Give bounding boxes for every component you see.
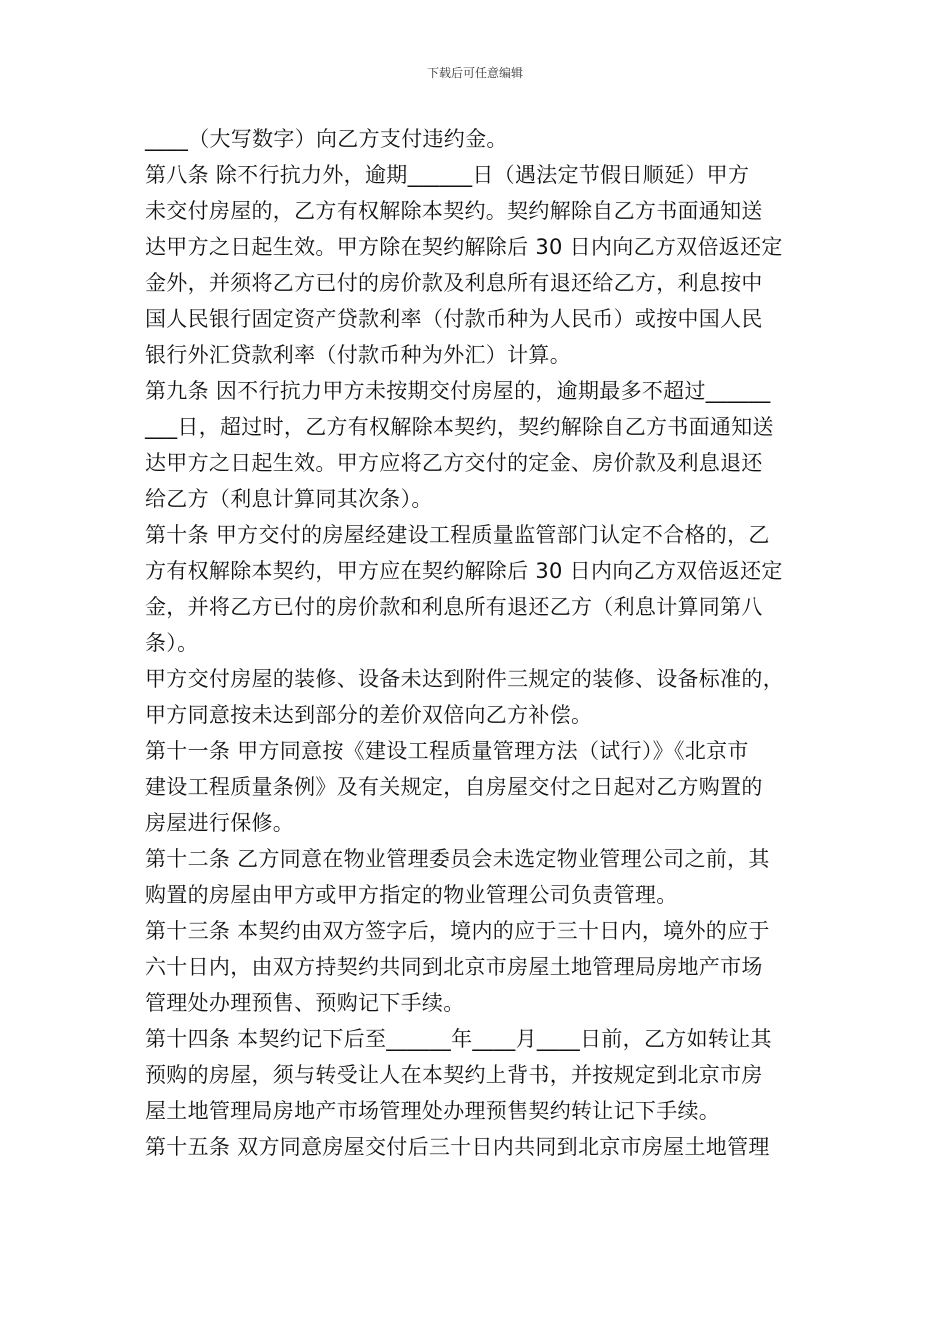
text-line: 甲方同意按未达到部分的差价双倍向乙方补偿。 (145, 703, 593, 727)
text-line: 国人民银行固定资产贷款利率（付款币种为人民币）或按中国人民 (145, 307, 763, 331)
text-line: 第十一条 甲方同意按《建设工程质量管理方法（试行）》《北京市 (145, 739, 749, 763)
text-line: 六十日内，由双方持契约共同到北京市房屋土地管理局房地产市场 (145, 955, 763, 979)
text-line: 条）。 (145, 631, 199, 655)
text-line: ____（大写数字）向乙方支付违约金。 (145, 127, 508, 151)
text-line: 给乙方（利息计算同其次条）。 (145, 487, 433, 511)
text-line: 银行外汇贷款利率（付款币种为外汇）计算。 (145, 343, 571, 367)
text-line: 购置的房屋由甲方或甲方指定的物业管理公司负责管理。 (145, 883, 678, 907)
header-note: 下载后可任意编辑 (426, 66, 523, 80)
text-line: 第九条 因不行抗力甲方未按期交付房屋的，逾期最多不超过______ (145, 379, 771, 403)
text-line: 第十五条 双方同意房屋交付后三十日内共同到北京市房屋土地管理 (145, 1135, 770, 1159)
text-line: 达甲方之日起生效。甲方除在契约解除后 30 日内向乙方双倍返还定 (145, 235, 783, 259)
text-line: 房屋进行保修。 (145, 811, 295, 835)
text-line: ___日，超过时，乙方有权解除本契约，契约解除自乙方书面通知送 (145, 415, 774, 439)
text-line: 屋土地管理局房地产市场管理处办理预售契约转让记下手续。 (145, 1099, 721, 1123)
text-line: 第十条 甲方交付的房屋经建设工程质量监管部门认定不合格的，乙 (145, 523, 770, 547)
text-line: 第十三条 本契约由双方签字后，境内的应于三十日内，境外的应于 (145, 919, 770, 943)
text-line: 金，并将乙方已付的房价款和利息所有退还乙方（利息计算同第八 (145, 595, 763, 619)
text-line: 达甲方之日起生效。甲方应将乙方交付的定金、房价款及利息退还 (145, 451, 763, 475)
document-body (145, 121, 810, 1165)
text-line: 甲方交付房屋的装修、设备未达到附件三规定的装修、设备标准的， (145, 667, 784, 691)
text-line: 预购的房屋，须与转受让人在本契约上背书，并按规定到北京市房 (145, 1063, 763, 1087)
text-line: 金外，并须将乙方已付的房价款及利息所有退还给乙方，利息按中 (145, 271, 763, 295)
text-line: 未交付房屋的，乙方有权解除本契约。契约解除自乙方书面通知送 (145, 199, 763, 223)
text-line: 建设工程质量条例》及有关规定，自房屋交付之日起对乙方购置的 (145, 775, 763, 799)
text-line: 方有权解除本契约，甲方应在契约解除后 30 日内向乙方双倍返还定 (145, 559, 783, 583)
text-line: 第八条 除不行抗力外，逾期______日（遇法定节假日顺延）甲方 (145, 163, 750, 187)
text-line: 第十二条 乙方同意在物业管理委员会未选定物业管理公司之前，其 (145, 847, 770, 871)
text-line: 第十四条 本契约记下后至______年____月____日前，乙方如转让其 (145, 1027, 772, 1051)
text-line: 管理处办理预售、预购记下手续。 (145, 991, 465, 1015)
